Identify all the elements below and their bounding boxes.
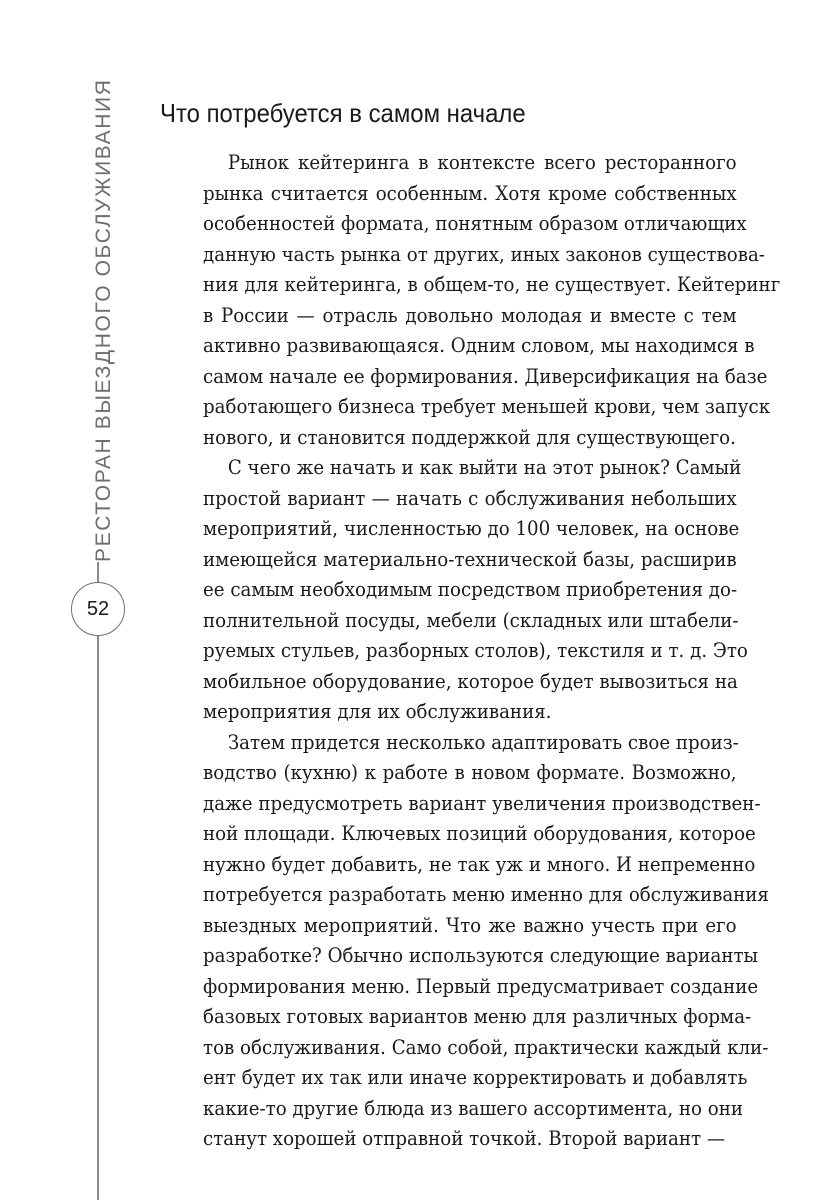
text-line: имеющейся материально-технической базы, расширив	[203, 547, 737, 571]
text-line: руемых стульев, разборных столов), текстиля и т. д. Это	[203, 639, 748, 662]
side-rule-top	[97, 562, 99, 582]
side-rule-bottom	[97, 636, 99, 1200]
running-head: РЕСТОРАН ВЫЕЗДНОГО ОБСЛУЖИВАНИЯ	[92, 78, 115, 562]
paragraph	[203, 453, 748, 728]
text-line: ент будет их так или иначе корректировать и добавлять	[203, 1066, 748, 1089]
text-line: нужно будет добавить, не так уж и много. И непременно	[203, 852, 756, 876]
text-line: тов обслуживания. Само собой, практически каждый кли-	[203, 1035, 769, 1059]
text-line: разработке? Обычно используются следующие варианты	[203, 944, 759, 967]
page-number-label: 52	[86, 597, 110, 620]
text-line: базовых готовых вариантов меню для различных форма-	[203, 1005, 752, 1028]
text-line: водство (кухню) к работе в новом формате. Возможно,	[203, 761, 737, 784]
text-line: станут хорошей отправной точкой. Второй вариант —	[203, 1127, 726, 1150]
section-heading: Что потребуется в самом начале	[160, 98, 526, 128]
text-line: ной площади. Ключевых позиций оборудования, которое	[203, 822, 756, 845]
text-line: формирования меню. Первый предусматривает создание	[203, 974, 759, 998]
text-line: мероприятия для их обслуживания.	[203, 700, 552, 723]
text-line: рынка считается особенным. Хотя кроме собственных	[203, 181, 737, 205]
text-line: полнительной посуды, мебели (складных или штабели-	[203, 608, 739, 632]
page-number	[71, 582, 125, 636]
text-line: выездных мероприятий. Что же важно учесть при его	[203, 913, 737, 937]
text-line: активно развивающаяся. Одним словом, мы находимся в	[203, 334, 755, 357]
body-text	[203, 148, 781, 1155]
paragraph	[203, 728, 769, 1155]
text-line: мероприятий, численностью до 100 человек, на основе	[203, 517, 740, 540]
text-line: какие-то другие блюда из вашего ассортимента, но они	[203, 1096, 744, 1120]
paragraph	[203, 148, 781, 453]
text-line: Затем придется несколько адаптировать свое произ-	[227, 730, 739, 754]
text-line: ее самым необходимым посредством приобретения до-	[203, 578, 738, 601]
text-line: простой вариант — начать с обслуживания небольших	[203, 486, 737, 510]
text-line: в России — отрасль довольно молодая и вместе с тем	[203, 303, 737, 327]
text-line: нового, и становится поддержкой для существующего.	[203, 425, 736, 449]
text-line: потребуется разработать меню именно для обслуживания	[203, 883, 769, 906]
text-line: работающего бизнеса требует меньшей крови, чем запуск	[203, 395, 771, 418]
text-line: данную часть рынка от других, иных законов существова-	[203, 242, 765, 266]
text-line: самом начале ее формирования. Диверсификация на базе	[203, 364, 768, 388]
text-line: особенностей формата, понятным образом отличающих	[203, 212, 747, 235]
text-line: мобильное оборудование, которое будет вывозиться на	[203, 669, 738, 693]
text-line: ния для кейтеринга, в общем-то, не существует. Кейтеринг	[203, 273, 781, 296]
text-line: даже предусмотреть вариант увеличения производствен-	[203, 791, 761, 815]
text-line: С чего же начать и как выйти на этот рынок? Самый	[227, 456, 742, 479]
text-line: Рынок кейтеринга в контексте всего ресторанного	[227, 151, 737, 174]
